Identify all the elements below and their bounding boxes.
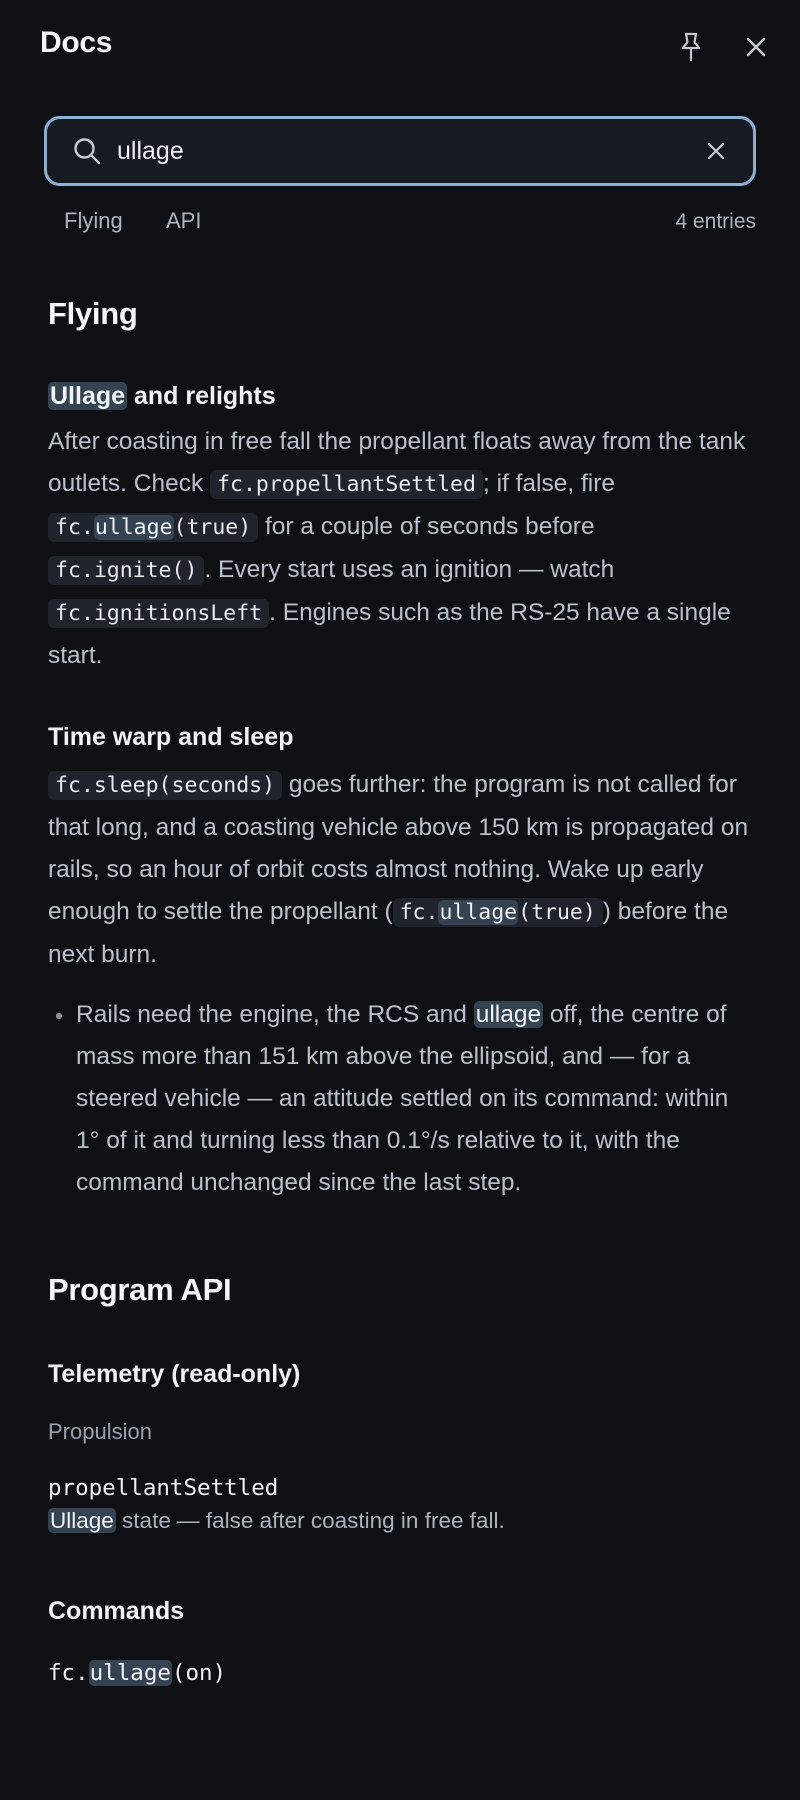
body-text: ; if false, fire: [482, 470, 616, 497]
code-sleep: fc.sleep(seconds): [48, 771, 282, 800]
code-ullage-true: [48, 513, 258, 542]
list-item: [48, 994, 756, 1204]
entry-title-telemetry[interactable]: Telemetry (read-only): [48, 1360, 301, 1388]
search-highlight: Ullage: [50, 382, 126, 410]
group-label-propulsion: Propulsion: [48, 1419, 152, 1444]
pin-button[interactable]: [674, 30, 708, 64]
code-part: fc.: [48, 1660, 89, 1686]
filter-api[interactable]: API: [166, 208, 202, 233]
code-part: fc.: [55, 515, 94, 540]
code-ignite: fc.ignite(): [48, 556, 204, 585]
entry-count: 4 entries: [675, 210, 756, 233]
body-text: off, the centre of mass more than 151 km above the ellipsoid, and — for a steered vehicle — an attitude settled on its command: within 1° of it and turning less than 0.1°/s relative to it, with the command unchanged since the last step.: [76, 1001, 729, 1196]
entry-body-ullage: [48, 421, 756, 677]
body-text: goes further: the program is not called for that long, and a coasting vehicle above 150 km is propagated on rails, so an hour of orbit costs almost nothing. Wake up early enough to settle the propellant (: [48, 771, 749, 925]
entry-body-time-warp: [48, 764, 756, 976]
body-text: After coasting in free fall the propellant floats away from the tank outlets. Check: [48, 428, 746, 497]
body-text: Rails need the engine, the RCS and: [76, 1001, 474, 1028]
api-name-propellant-settled: propellantSettled: [48, 1475, 279, 1501]
api-desc-propellant-settled: [48, 1505, 756, 1537]
section-title-api: Program API: [48, 1272, 232, 1307]
filter-flying[interactable]: Flying: [64, 208, 123, 233]
code-part: (true): [173, 515, 252, 540]
api-signature-ullage: [48, 1660, 756, 1686]
code-propellant-settled: fc.propellantSettled: [210, 470, 483, 499]
close-button[interactable]: [739, 30, 773, 64]
entry-title-rest: and relights: [127, 382, 276, 410]
body-text: ) before the next burn.: [48, 898, 729, 968]
search-highlight: Ullage: [50, 1508, 114, 1533]
search-input[interactable]: [115, 136, 701, 167]
search-highlight: ullage: [439, 900, 518, 925]
filter-bar: [44, 208, 756, 240]
search-icon: [71, 135, 103, 167]
code-part: (true): [518, 900, 596, 925]
bullet-list: [48, 994, 756, 1204]
code-ignitions-left: fc.ignitionsLeft: [48, 599, 269, 628]
section-title-flying: Flying: [48, 296, 138, 331]
code-ullage-true: [393, 898, 603, 927]
body-text: . Every start uses an ignition — watch: [204, 556, 615, 583]
search-highlight: ullage: [94, 515, 173, 540]
search-box: [44, 116, 756, 186]
search-highlight: ullage: [89, 1660, 171, 1686]
panel-header: [0, 0, 800, 94]
panel-title: Docs: [40, 26, 113, 59]
close-icon: [744, 35, 768, 59]
clear-icon: [706, 141, 726, 161]
body-text: . Engines such as the RS-25 have a single start.: [48, 599, 731, 669]
code-part: fc.: [399, 900, 439, 925]
entry-title-time-warp[interactable]: Time warp and sleep: [48, 723, 294, 751]
body-text: state — false after coasting in free fall.: [115, 1508, 505, 1533]
entry-title-commands[interactable]: Commands: [48, 1597, 185, 1625]
search-highlight: ullage: [475, 1001, 542, 1028]
pin-icon: [678, 32, 704, 62]
body-text: for a couple of seconds before: [258, 513, 595, 540]
entry-title-ullage[interactable]: [48, 382, 756, 411]
clear-search-button[interactable]: [701, 136, 731, 166]
results-content: [48, 296, 756, 1686]
code-part: (on): [171, 1660, 227, 1686]
